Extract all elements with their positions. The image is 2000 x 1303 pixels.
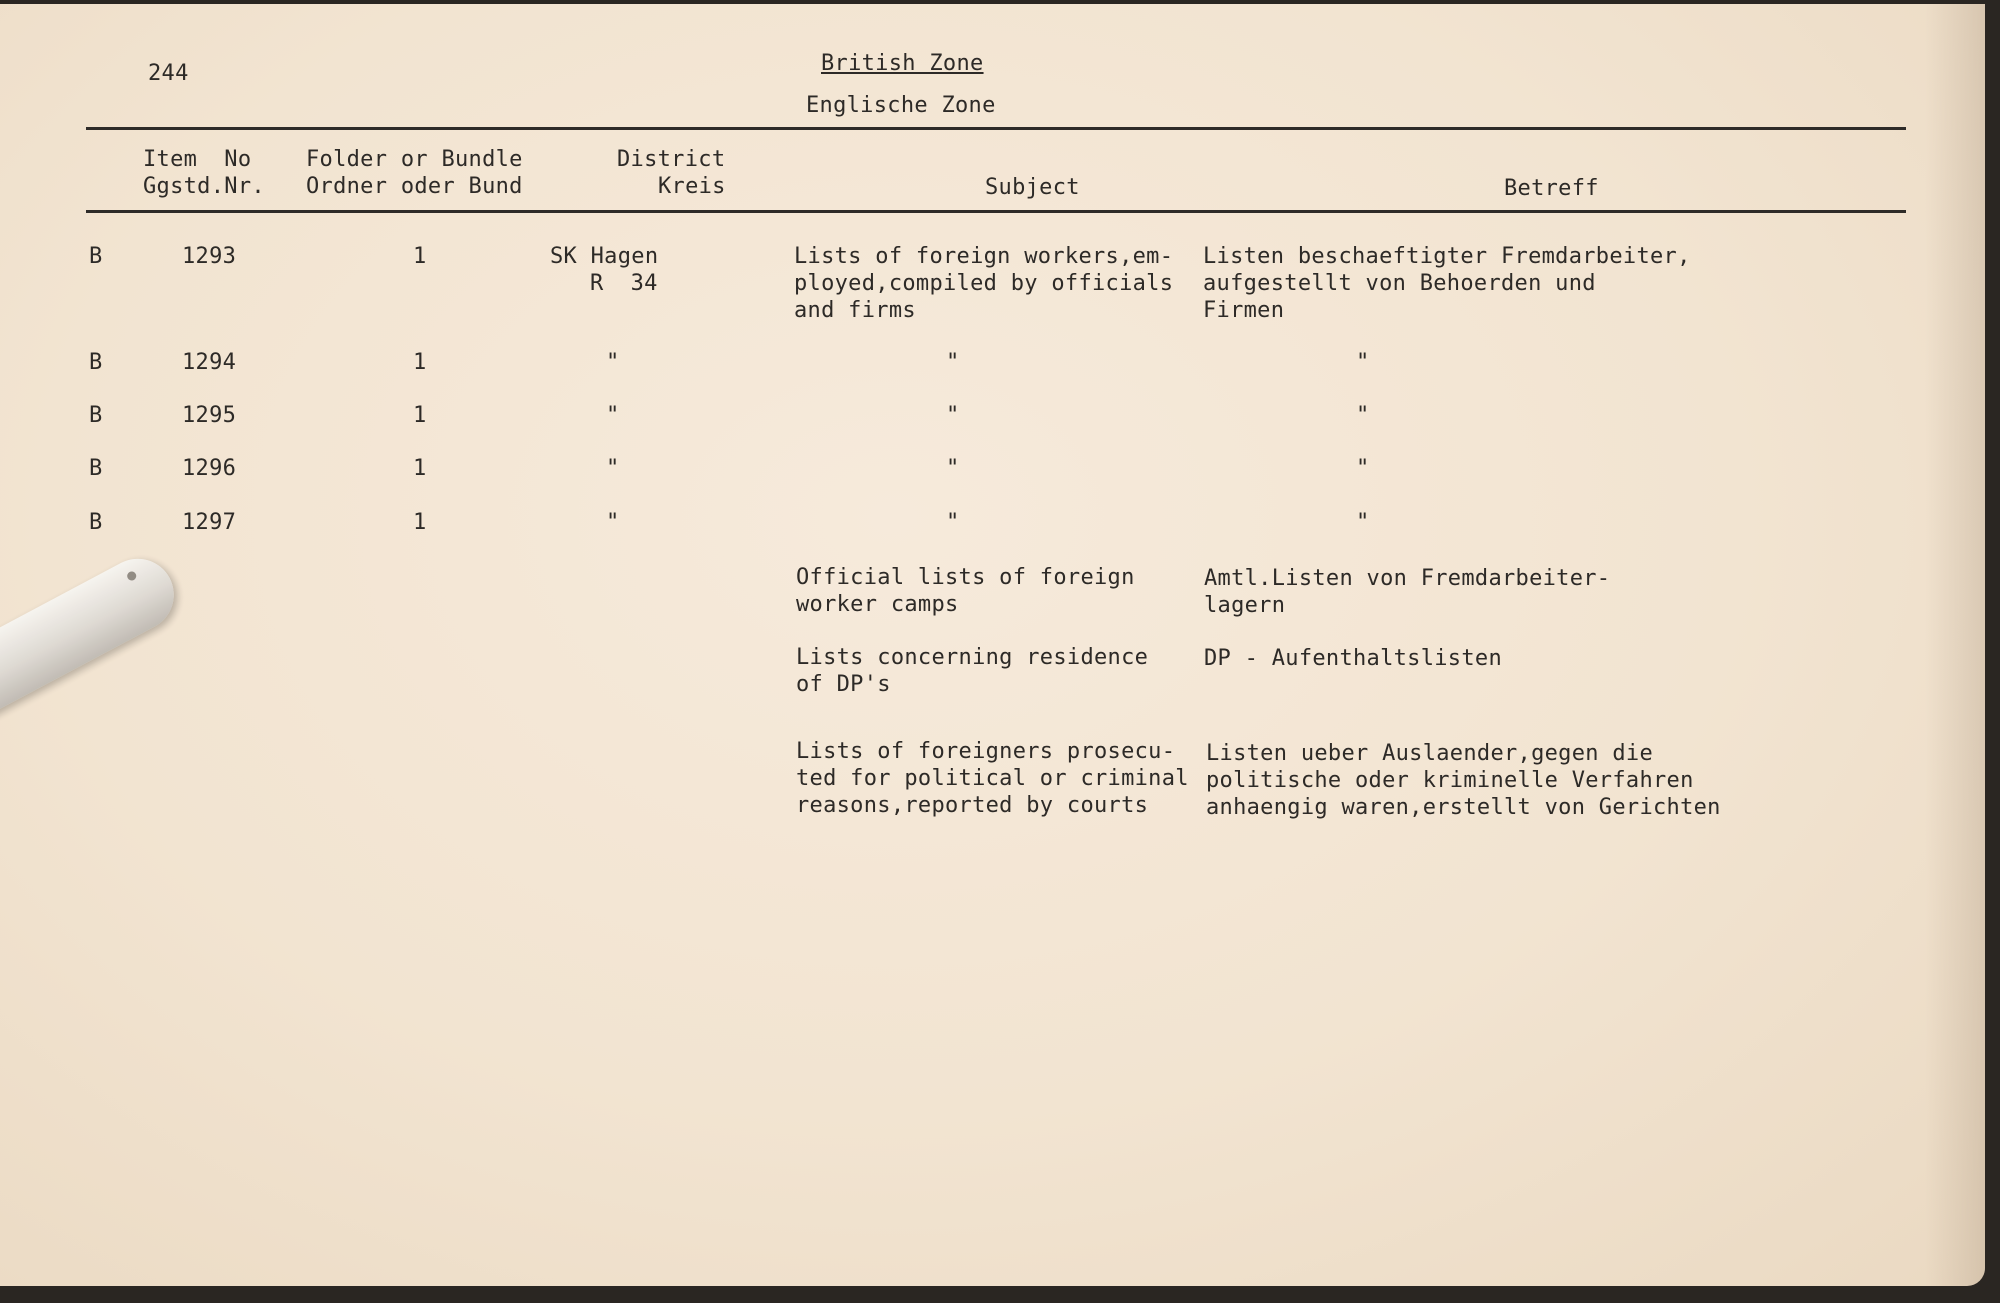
column-header-item-en: Item No [143,147,252,172]
extra-entry-betreff: DP - Aufenthaltslisten [1204,646,1502,671]
row-item-number: 1294 [182,350,237,375]
extra-entry-subject: Lists of foreigners prosecu- ted for political or criminal reasons,reported by courts [796,739,1189,818]
row-betreff-ditto: " [1356,350,1370,375]
row-subject: Lists of foreign workers,em- ployed,compiled by officials and firms [794,244,1174,323]
row-folder: 1 [413,244,427,269]
column-header-betreff: Betreff [1504,176,1599,201]
row-prefix: B [89,350,103,375]
header-top-rule [86,127,1906,130]
row-folder: 1 [413,350,427,375]
row-subject-ditto: " [946,456,960,481]
row-betreff-ditto: " [1356,510,1370,535]
paper-clip-object [0,546,186,732]
row-district-ditto: " [606,350,620,375]
column-header-folder-de: Ordner oder Bund [306,174,523,199]
extra-entry-betreff: Listen ueber Auslaender,gegen die politische oder kriminelle Verfahren anhaengig waren,erstellt von Gerichten [1206,741,1721,820]
extra-entry-subject: Official lists of foreign worker camps [796,565,1135,617]
row-district-ditto: " [606,456,620,481]
row-betreff-ditto: " [1356,456,1370,481]
row-subject-ditto: " [946,403,960,428]
row-prefix: B [89,510,103,535]
column-header-district-de: Kreis [658,174,726,199]
row-prefix: B [89,244,103,269]
row-item-number: 1297 [182,510,237,535]
row-subject-ditto: " [946,350,960,375]
clip-dot [126,570,138,582]
extra-entry-subject: Lists concerning residence of DP's [796,645,1149,697]
row-item-number: 1293 [182,244,237,269]
column-header-item-de: Ggstd.Nr. [143,174,265,199]
header-bottom-rule [86,210,1906,213]
page-number: 244 [148,61,189,86]
row-district-line-2: R 34 [590,271,658,296]
row-betreff: Listen beschaeftigter Fremdarbeiter, aufgestellt von Behoerden und Firmen [1203,244,1691,323]
row-subject-ditto: " [946,510,960,535]
zone-subtitle: Englische Zone [806,93,996,118]
row-prefix: B [89,403,103,428]
row-item-number: 1296 [182,456,237,481]
row-district-line-1: SK Hagen [550,244,659,269]
zone-title: British Zone [821,51,984,76]
row-folder: 1 [413,456,427,481]
document-page [0,4,1985,1286]
extra-entry-betreff: Amtl.Listen von Fremdarbeiter- lagern [1204,566,1611,618]
column-header-folder-en: Folder or Bundle [306,147,523,172]
row-item-number: 1295 [182,403,237,428]
row-district-ditto: " [606,403,620,428]
row-district-ditto: " [606,510,620,535]
row-folder: 1 [413,510,427,535]
row-prefix: B [89,456,103,481]
column-header-district-en: District [617,147,726,172]
row-folder: 1 [413,403,427,428]
row-betreff-ditto: " [1356,403,1370,428]
column-header-subject: Subject [985,175,1080,200]
